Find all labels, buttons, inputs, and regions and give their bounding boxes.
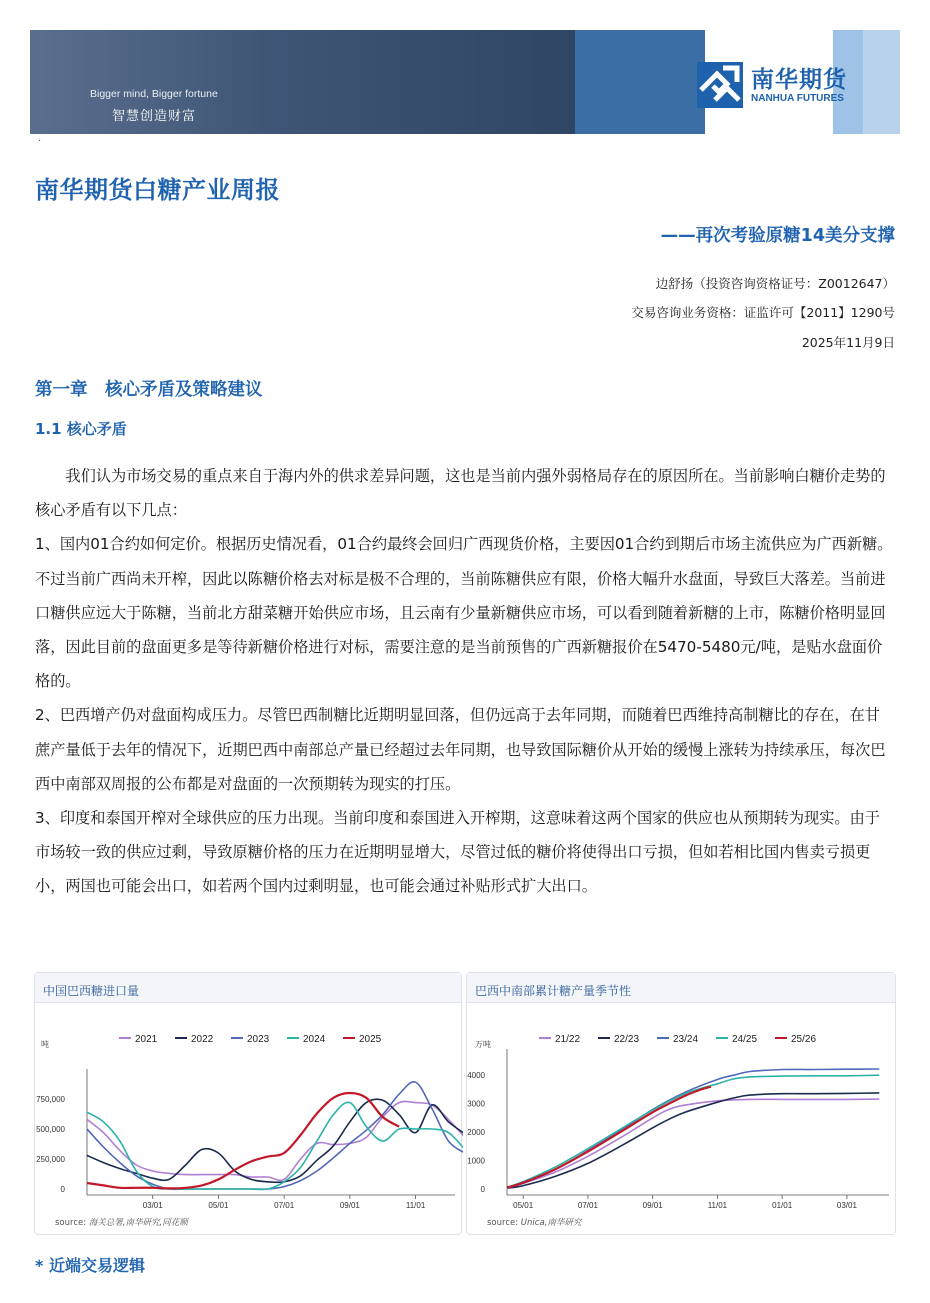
x-tick-label: 11/01 (707, 1201, 728, 1210)
series-line-2022 (87, 1099, 463, 1182)
series-line-23-24 (507, 1069, 879, 1188)
x-tick-label: 07/01 (274, 1201, 295, 1210)
legend-label: 2025 (359, 1034, 382, 1045)
chart-source-text: Unica,南华研究 (520, 1218, 582, 1228)
nanhua-logo-icon (697, 62, 743, 108)
paragraph-point-2: 2、巴西增产仍对盘面构成压力。尽管巴西制糖比近期明显回落，但仍远高于去年同期，而随着巴西维持高制糖比的存在，在甘蔗产量低于去年的情况下，近期巴西中南部总产量已经超过去年同期，也导致国际糖价从开始的缓慢上涨转为持续承压，每次巴西中南部双周报的公布都是对盘面的一次预期转为现实的打压。 (35, 706, 886, 793)
section-heading: 1.1 核心矛盾 (35, 420, 127, 438)
y-tick-label: 0 (60, 1185, 65, 1194)
y-tick-label: 0 (480, 1185, 485, 1194)
series-line-2023 (87, 1082, 463, 1190)
paragraph-point-3: 3、印度和泰国开榨对全球供应的压力出现。当前印度和泰国进入开榨期，这意味着这两个国家的供应也从预期转为现实。由于市场较一致的供应过剩，导致原糖价格的压力在近期明显增大，尽管过低的糖价将使得出口亏损，但如若相比国内售卖亏损更小，两国也可能会出口，如若两个国内过剩明显，也可能会通过补贴形式扩大出口。 (35, 809, 880, 896)
x-tick-label: 03/01 (836, 1201, 857, 1210)
nanhua-logo (697, 62, 847, 108)
x-tick-label: 05/01 (208, 1201, 229, 1210)
stray-dot: · (38, 136, 42, 147)
production-seasonal-chart (467, 1003, 897, 1235)
x-tick-label: 09/01 (642, 1201, 663, 1210)
y-axis-unit: 万吨 (475, 1040, 491, 1049)
near-term-logic-heading: * 近端交易逻辑 (35, 1256, 145, 1275)
x-tick-label: 11/01 (405, 1201, 426, 1210)
chart-source (55, 1216, 188, 1228)
legend-label: 21/22 (555, 1034, 581, 1045)
chart-title: 巴西中南部累计糖产量季节性 (467, 973, 895, 1003)
x-tick-label: 03/01 (142, 1201, 163, 1210)
report-date: 2025年11月9日 (801, 335, 895, 350)
body-text (35, 459, 895, 904)
y-tick-label: 3000 (467, 1099, 485, 1109)
slogan-english: Bigger mind, Bigger fortune (90, 88, 218, 100)
chart-panel-production (466, 972, 896, 1235)
import-volume-chart (35, 1003, 463, 1235)
logo-name-english: NANHUA FUTURES (751, 92, 844, 104)
chart-panel-import (34, 972, 462, 1235)
x-tick-label: 01/01 (772, 1201, 793, 1210)
slogan-chinese: 智慧创造财富 (112, 109, 197, 124)
x-tick-label: 05/01 (513, 1201, 534, 1210)
y-tick-label: 1000 (467, 1156, 485, 1166)
banner-stripe (575, 30, 705, 134)
logo-name-chinese: 南华期货 (751, 66, 847, 93)
legend-label: 23/24 (673, 1034, 699, 1045)
y-tick-label: 750,000 (36, 1095, 65, 1104)
chart-source (487, 1216, 581, 1228)
report-title: 南华期货白糖产业周报 (35, 176, 280, 204)
legend-label: 2023 (247, 1034, 270, 1045)
y-tick-label: 2000 (467, 1128, 485, 1138)
chart-source-text: 海关总署,南华研究,同花顺 (88, 1218, 188, 1228)
chart-title: 中国巴西糖进口量 (35, 973, 461, 1003)
license-line: 交易咨询业务资格：证监许可【2011】1290号 (631, 305, 895, 320)
x-tick-label: 07/01 (577, 1201, 598, 1210)
chart-source-label: source: (55, 1218, 87, 1228)
legend-label: 22/23 (614, 1034, 640, 1045)
y-axis-unit: 吨 (41, 1040, 49, 1049)
legend-label: 24/25 (732, 1034, 758, 1045)
banner-slogan-area (30, 30, 575, 134)
report-subtitle: ——再次考验原糖14美分支撑 (660, 226, 895, 246)
legend-label: 2022 (191, 1034, 214, 1045)
banner-stripe (863, 30, 900, 134)
y-tick-label: 500,000 (36, 1125, 65, 1134)
chart-source-label: source: (487, 1218, 519, 1228)
y-tick-label: 4000 (467, 1071, 485, 1081)
series-line-2021 (87, 1101, 463, 1180)
x-tick-label: 09/01 (339, 1201, 360, 1210)
paragraph-point-1: 1、国内01合约如何定价。根据历史情况看，01合约最终会回归广西现货价格，主要因01合约到期后市场主流供应为广西新糖。不过当前广西尚未开榨，因此以陈糖价格去对标是极不合理的，当前陈糖供应有限，价格大幅升水盘面，导致巨大落差。当前进口糖供应远大于陈糖，当前北方甜菜糖开始供应市场，且云南有少量新糖供应市场，可以看到随着新糖的上市，陈糖价格明显回落，因此目前的盘面更多是等待新糖价格进行对标，需要注意的是当前预售的广西新糖报价在5470-5480元/吨，是贴水盘面价格的。 (35, 535, 893, 691)
legend-label: 25/26 (791, 1034, 817, 1045)
chapter-heading: 第一章 核心矛盾及策略建议 (35, 380, 263, 400)
paragraph-intro: 我们认为市场交易的重点来自于海内外的供求差异问题，这也是当前内强外弱格局存在的原因所在。当前影响白糖价走势的核心矛盾有以下几点： (35, 467, 886, 520)
series-line-22-23 (507, 1093, 879, 1188)
legend-label: 2024 (303, 1034, 326, 1045)
y-tick-label: 250,000 (36, 1155, 65, 1164)
legend-label: 2021 (135, 1034, 158, 1045)
author-line: 边舒扬（投资咨询资格证号：Z0012647） (655, 276, 895, 291)
